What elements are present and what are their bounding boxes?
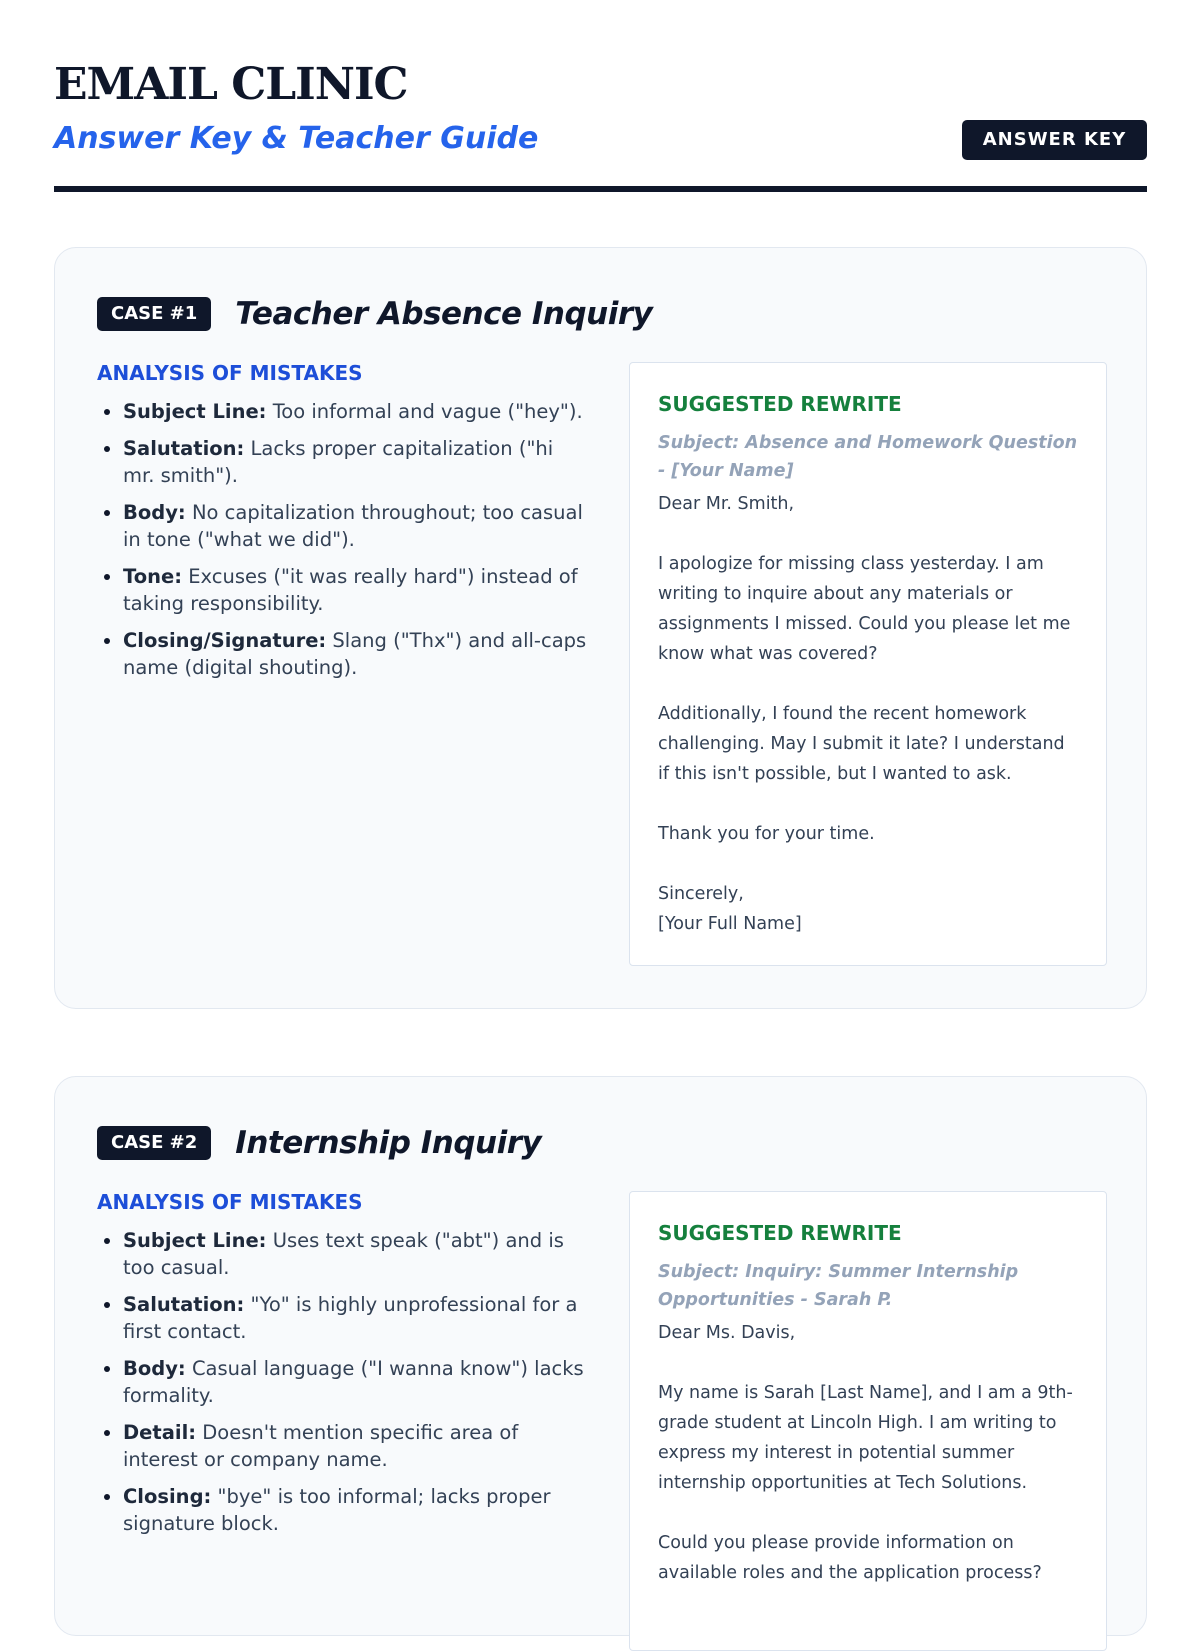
rewrite-box	[629, 1191, 1107, 1651]
mistake-item	[123, 499, 587, 553]
mistake-label: Body:	[123, 1357, 186, 1380]
mistake-text: Lacks proper capitalization ("hi mr. smith").	[123, 437, 554, 487]
mistake-label: Salutation:	[123, 437, 245, 460]
page-subtitle: Answer Key & Teacher Guide	[54, 121, 539, 156]
rewrite-body: Dear Ms. Davis, My name is Sarah [Last Name], and I am a 9th-grade student at Lincoln High. I am writing to express my interest in potential summer internship opportunities at Tech Solutions. Could you please provide information on available roles and the application process?	[658, 1323, 1073, 1583]
mistake-item	[123, 1291, 587, 1345]
analysis-section	[97, 1189, 587, 1547]
rewrite-box	[629, 362, 1107, 966]
mistake-text: Excuses ("it was really hard") instead of taking responsibility.	[123, 565, 578, 615]
analysis-section	[97, 360, 587, 691]
mistake-item	[123, 1483, 587, 1537]
rewrite-body: Dear Mr. Smith, I apologize for missing class yesterday. I am writing to inquire about any materials or assignments I missed. Could you please let me know what was covered? Additionally, I found the recent homework challenging. May I submit it late? I understand if this isn't possible, but I wanted to ask. Thank you for your time. Sincerely, [Your Full Name]	[658, 494, 1071, 934]
case-title: Internship Inquiry	[235, 1125, 542, 1161]
mistake-label: Subject Line:	[123, 400, 267, 423]
page-header	[54, 58, 1147, 194]
mistake-item	[123, 1227, 587, 1281]
mistake-text: Slang ("Thx") and all-caps name (digital shouting).	[123, 629, 587, 679]
rewrite-subject: Subject: Absence and Homework Question - [Your Name]	[658, 433, 1078, 481]
mistake-text: Uses text speak ("abt") and is too casual.	[123, 1229, 564, 1279]
mistake-label: Detail:	[123, 1421, 197, 1444]
mistake-text: "bye" is too informal; lacks proper signature block.	[123, 1485, 551, 1535]
case-title: Teacher Absence Inquiry	[235, 296, 653, 332]
rewrite-subject: Subject: Inquiry: Summer Internship Opportunities - Sarah P.	[658, 1262, 1019, 1310]
mistake-item	[123, 1419, 587, 1473]
mistake-item	[123, 435, 587, 489]
mistake-text: Too informal and vague ("hey").	[272, 400, 583, 423]
mistake-text: No capitalization throughout; too casual in tone ("what we did").	[123, 501, 583, 551]
analysis-heading: ANALYSIS OF MISTAKES	[97, 1190, 363, 1214]
mistake-item	[123, 627, 587, 681]
case-number-badge: CASE #1	[97, 297, 211, 331]
case-header	[97, 1123, 541, 1163]
mistake-item	[123, 563, 587, 617]
mistake-text: Casual language ("I wanna know") lacks formality.	[123, 1357, 584, 1407]
mistake-label: Closing/Signature:	[123, 629, 327, 652]
rewrite-heading: SUGGESTED REWRITE	[658, 1221, 902, 1245]
mistake-label: Closing:	[123, 1485, 212, 1508]
mistake-text: "Yo" is highly unprofessional for a first contact.	[123, 1293, 578, 1343]
header-divider	[54, 186, 1147, 192]
case-card-2	[54, 1076, 1147, 1636]
mistake-item	[123, 1355, 587, 1409]
mistake-label: Subject Line:	[123, 1229, 267, 1252]
answer-key-badge: ANSWER KEY	[962, 120, 1147, 160]
mistake-label: Salutation:	[123, 1293, 245, 1316]
case-card-1	[54, 247, 1147, 1009]
rewrite-heading: SUGGESTED REWRITE	[658, 392, 902, 416]
mistake-list	[97, 398, 587, 681]
mistake-text: Doesn't mention specific area of interest or company name.	[123, 1421, 519, 1471]
analysis-heading: ANALYSIS OF MISTAKES	[97, 361, 363, 385]
case-header	[97, 294, 652, 334]
mistake-item	[123, 398, 587, 425]
mistake-label: Tone:	[123, 565, 183, 588]
mistake-label: Body:	[123, 501, 186, 524]
page-title: EMAIL CLINIC	[54, 59, 408, 110]
case-number-badge: CASE #2	[97, 1126, 211, 1160]
mistake-list	[97, 1227, 587, 1537]
